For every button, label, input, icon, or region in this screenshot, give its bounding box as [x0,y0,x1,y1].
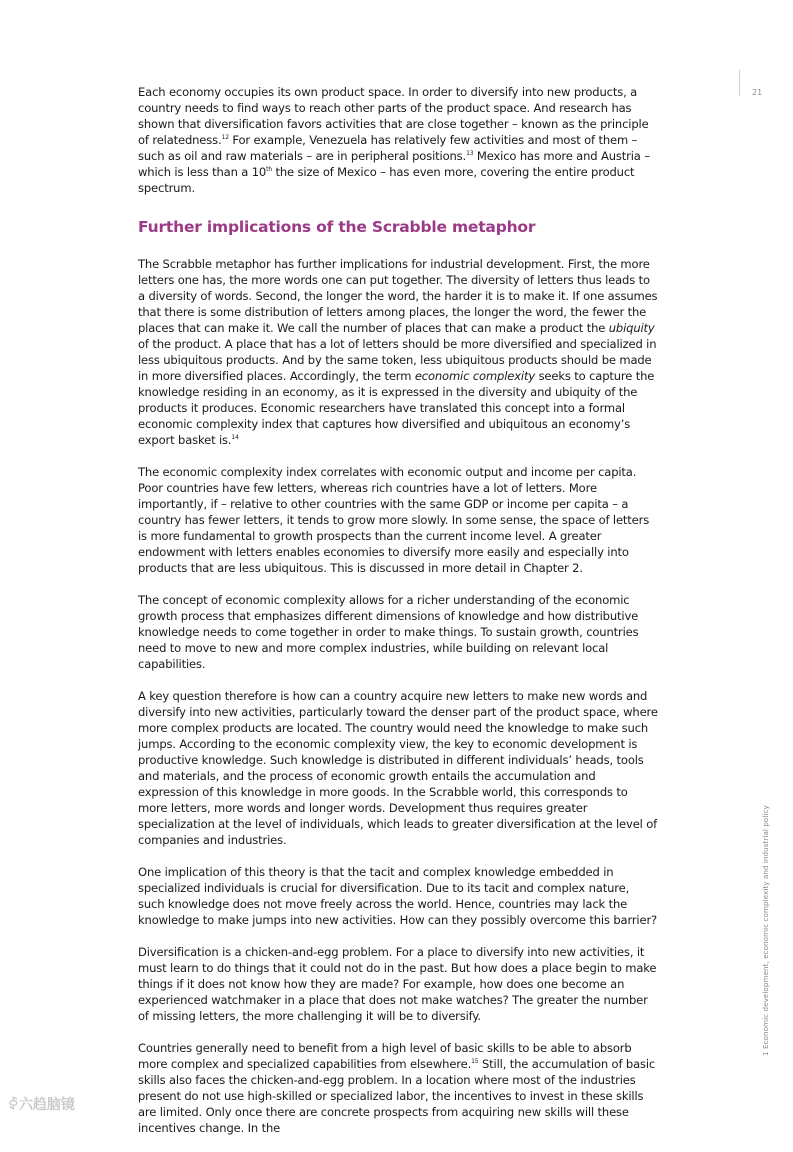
paragraph-complexity-index: The economic complexity index correlates with economic output and income per capita. Poor countries have few letters, whereas rich countries have a lot of letters. More importantly, if – relative to other countries with the same GDP or income per capita – a country has fewer letters, it tends to grow more slowly. In some sense, the space of letters is more fundamental to growth prospects than the current income level. A greater endowment with letters enables economies to diversify more easily and especially into products that are less ubiquitous. This is discussed in more detail in Chapter 2. [138,465,650,575]
footnote-ref-13: 13 [466,150,474,157]
footnote-ref-12: 12 [221,134,229,141]
section-heading: Further implications of the Scrabble metaphor [138,218,536,236]
paragraph-basic-skills: Countries generally need to benefit from a high level of basic skills to be able to absorb more complex and specialized capabilities from elsewhere.$^{15}$ Still, the accumulation of basic skills also faces the chicken-and-egg problem. In a location where most of the industries present do not use high-skilled or specialized labor, the incentives to invest in these skills are limited. Only once there are concrete prospects from acquiring new skills will these incentives change. In the [138,1041,656,1135]
running-footer: 1 Economic development, economic complexity and industrial policy [761,805,770,1056]
paragraph-key-question: A key question therefore is how can a country acquire new letters to make new words and diversify into new activities, particularly toward the denser part of the product space, where more complex products are located. The country would need the knowledge to make such jumps. According to the economic complexity view, the key to economic development is productive knowledge. Such knowledge is distributed in different individuals’ heads, tools and materials, and the process of economic growth entails the accumulation and expression of this knowledge in more goods. In the Scrabble world, this corresponds to more letters, more words and longer words. Development thus requires greater specialization at the level of individuals, which leads to greater diversification at the level of companies and industries. [138,689,658,847]
paragraph-tacit-knowledge: One implication of this theory is that the tacit and complex knowledge embedded in specialized individuals is crucial for diversification. Due to its tacit and complex nature, such knowledge does not move freely across the world. Hence, countries may lack the knowledge to make jumps into new activities. How can they possibly overcome this barrier? [138,865,658,927]
page-number: 21 [752,88,763,97]
paragraph-growth-process: The concept of economic complexity allows for a richer understanding of the economic growth process that emphasizes different dimensions of knowledge and how distributive knowledge needs to come together in order to make things. To sustain growth, countries need to move to new and more complex industries, while building on relevant local capabilities. [138,593,639,671]
footnote-ref-14: 14 [231,434,239,441]
ordinal-suffix: th [266,166,272,173]
document-body [138,84,658,1152]
paragraph-product-space: Each economy occupies its own product space. In order to diversify into new products, a country needs to find ways to reach other parts of the product space. And research has shown that diversification favors activities that are close together – known as the principle of relatedness.$^{12}$ For example, Venezuela has relatively few activities and most of them – such as oil and raw materials – are in peripheral positions.$^{13}$ Mexico has more and Austria – which is less than a 10th the size of Mexico – has even more, covering the entire product spectrum. [138,85,650,195]
footnote-ref-15: 15 [471,1058,479,1065]
paragraph-scrabble-implications: The Scrabble metaphor has further implications for industrial development. First, the more letters one has, the more words one can put together. The diversity of letters thus leads to a diversity of words. Second, the longer the word, the harder it is to make it. If one assumes that there is some distribution of letters among places, the longer the word, the fewer the places that can make it. We call the number of places that can make a product the ubiquity of the product. A place that has a lot of letters should be more diversified and specialized in less ubiquitous products. And by the same token, less ubiquitous products should be made in more diversified places. Accordingly, the term economic complexity seeks to capture the knowledge residing in an economy, as it is expressed in the diversity and ubiquity of the products it produces. Economic researchers have translated this concept into a formal economic complexity index that captures how diversified and ubiquitous an economy’s export basket is.$^{14}$ [138,257,658,447]
paragraph-chicken-and-egg: Diversification is a chicken-and-egg problem. For a place to diversify into new activities, it must learn to do things that it could not do in the past. But how does a place begin to make things if it does not know how they are made? For example, how does one become an experienced watchmaker in a place that does not make watches? The greater the number of missing letters, the more challenging it will be to diversify. [138,945,657,1023]
watermark-logo: ꀆ六趋脑镜 [8,1097,75,1113]
header-divider [739,70,740,96]
